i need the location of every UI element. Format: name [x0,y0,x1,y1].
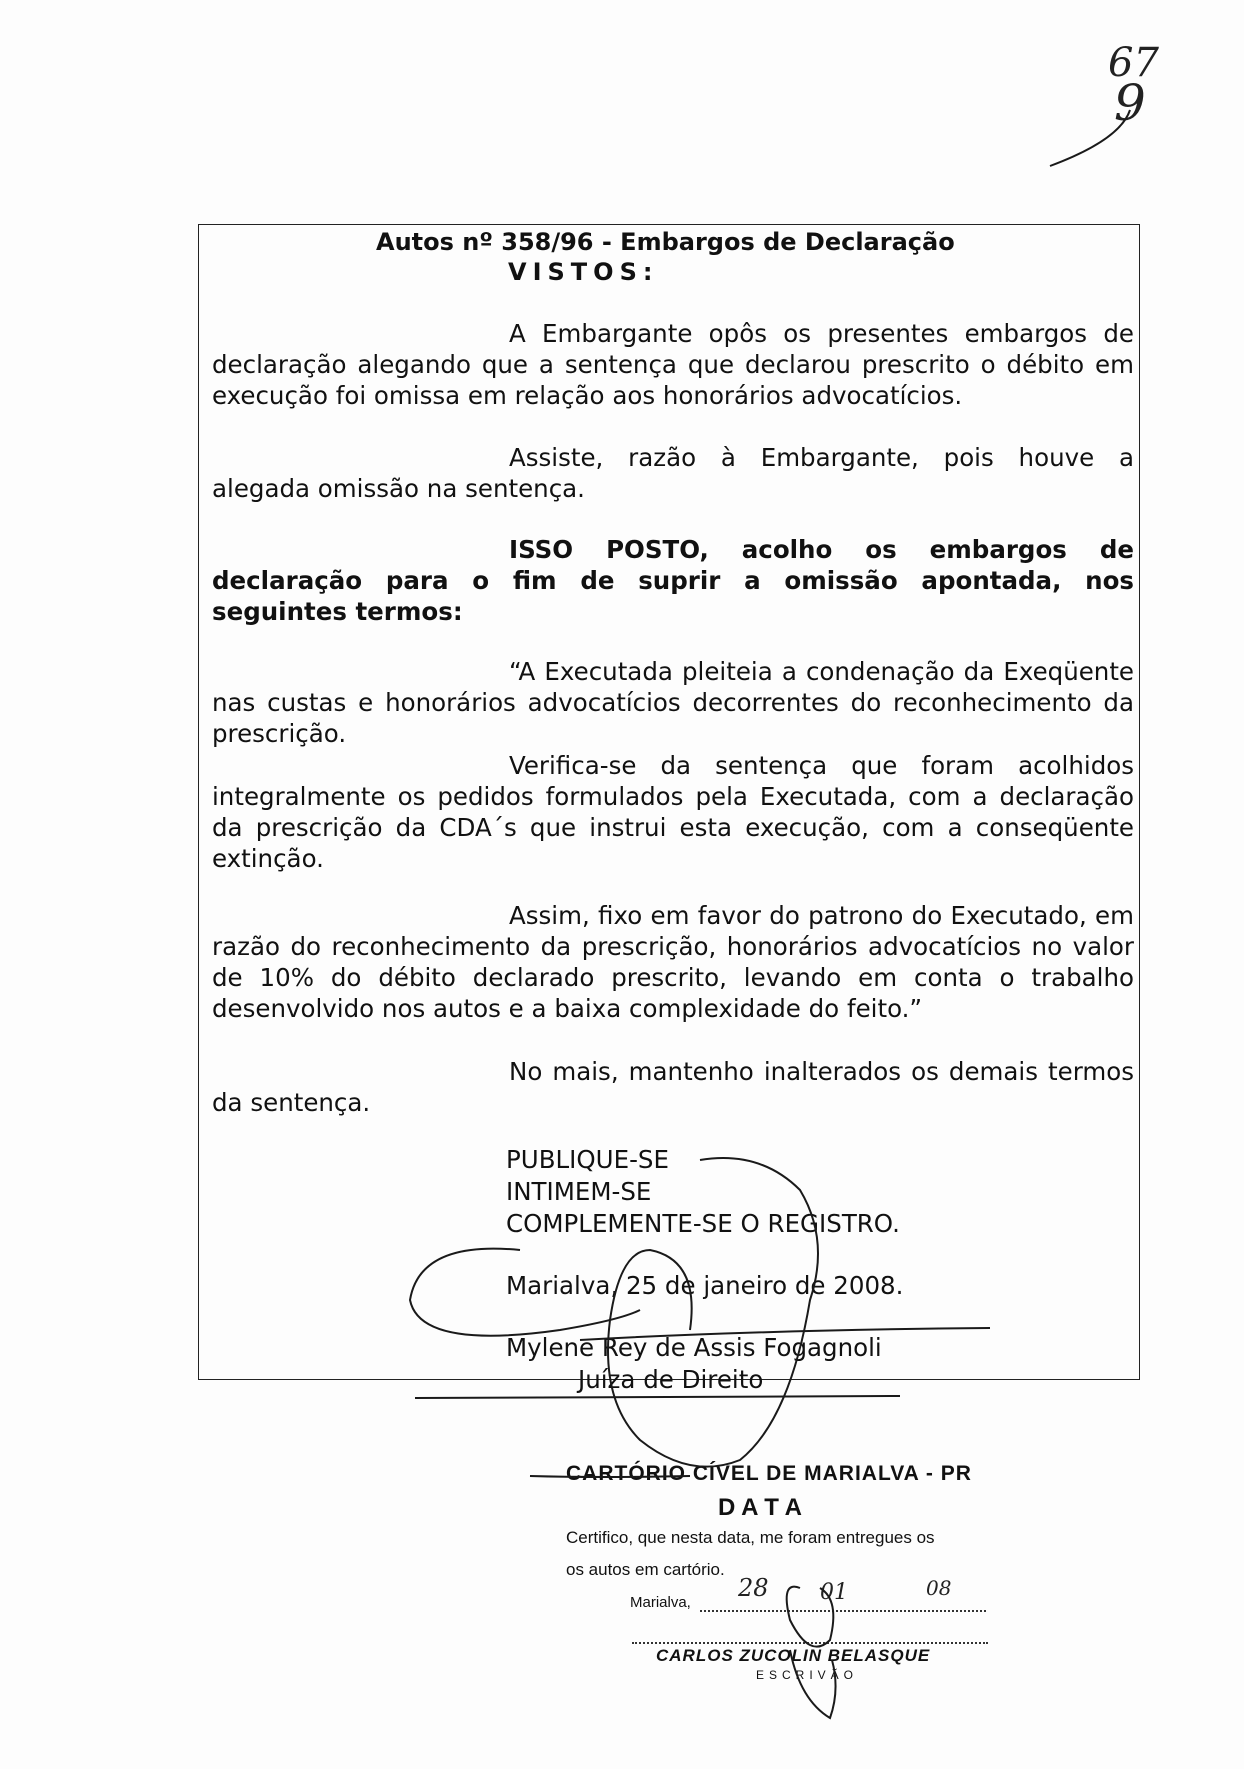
paragraph-isso-posto [212,534,1134,627]
publique-line: PUBLIQUE-SE [506,1145,669,1174]
stamp-date-line [700,1608,986,1612]
paragraph-text: “A Executada pleiteia a condenação da Exeqüente nas custas e honorários advocatícios decorrentes do reconhecimento da prescrição. [212,657,1134,748]
stamp-city: Marialva, [630,1594,691,1611]
paragraph-assiste [212,442,1134,504]
paragraph-text: ISSO POSTO, acolho os embargos de declaração para o fim de suprir a omissão apontada, nos seguintes termos: [212,535,1134,626]
paragraph-assim [212,900,1134,1024]
judge-title: Juíza de Direito [578,1365,764,1394]
closing-block [506,1144,900,1240]
paragraph-text: No mais, mantenho inalterados os demais termos da sentença. [212,1057,1134,1117]
paragraph-text: Verifica-se da sentença que foram acolhidos integralmente os pedidos formulados pela Executada, com a declaração da prescrição da CDA´s que instrui esta execução, com a conseqüente extinção. [212,751,1134,873]
case-title: Autos nº 358/96 - Embargos de Declaração [376,228,955,256]
sheet-number: 67 [1108,40,1159,86]
certify-line-1: Certifico, que nesta data, me foram entregues os [566,1528,935,1547]
paragraph-text: Assiste, razão à Embargante, pois houve a alegada omissão na sentença. [212,443,1134,503]
stamp-divider [415,1396,900,1398]
paragraph-text: A Embargante opôs os presentes embargos de declaração alegando que a sentença que declarou prescrito o débito em execução foi omissa em relação aos honorários advocatícios. [212,319,1134,410]
certify-line-2: os autos em cartório. [566,1560,725,1579]
place-date: Marialva, 25 de janeiro de 2008. [506,1271,904,1300]
clerk-title: ESCRIVÃO [756,1668,859,1682]
paragraph-text: Assim, fixo em favor do patrono do Executado, em razão do reconhecimento da prescrição, honorários advocatícios no valor de 10% do débito declarado prescrito, levando em conta o trabalho desenvolvido nos autos e a baixa complexidade do feito.” [212,901,1134,1023]
handwritten-day: 28 [738,1574,769,1602]
paragraph-no-mais [212,1056,1134,1118]
vistos-heading: VISTOS: [508,258,659,286]
handwritten-month: 01 [820,1580,848,1605]
stamp-number: 9 [1114,74,1146,132]
complemente-line: COMPLEMENTE-SE O REGISTRO. [506,1209,900,1238]
paragraph-embargos [212,318,1134,411]
registry-office-stamp: CARTÓRIO CÍVEL DE MARIALVA - PR [566,1462,972,1485]
paragraph-executada [212,656,1134,749]
stamp-data-label: D A T A [718,1494,802,1521]
paragraph-verifica [212,750,1134,874]
judge-name: Mylene Rey de Assis Fogagnoli [506,1333,882,1362]
intimem-line: INTIMEM-SE [506,1177,652,1206]
handwritten-year: 08 [926,1576,952,1600]
clerk-signature-line [632,1640,988,1644]
clerk-name: CARLOS ZUCOLIN BELASQUE [656,1646,931,1665]
